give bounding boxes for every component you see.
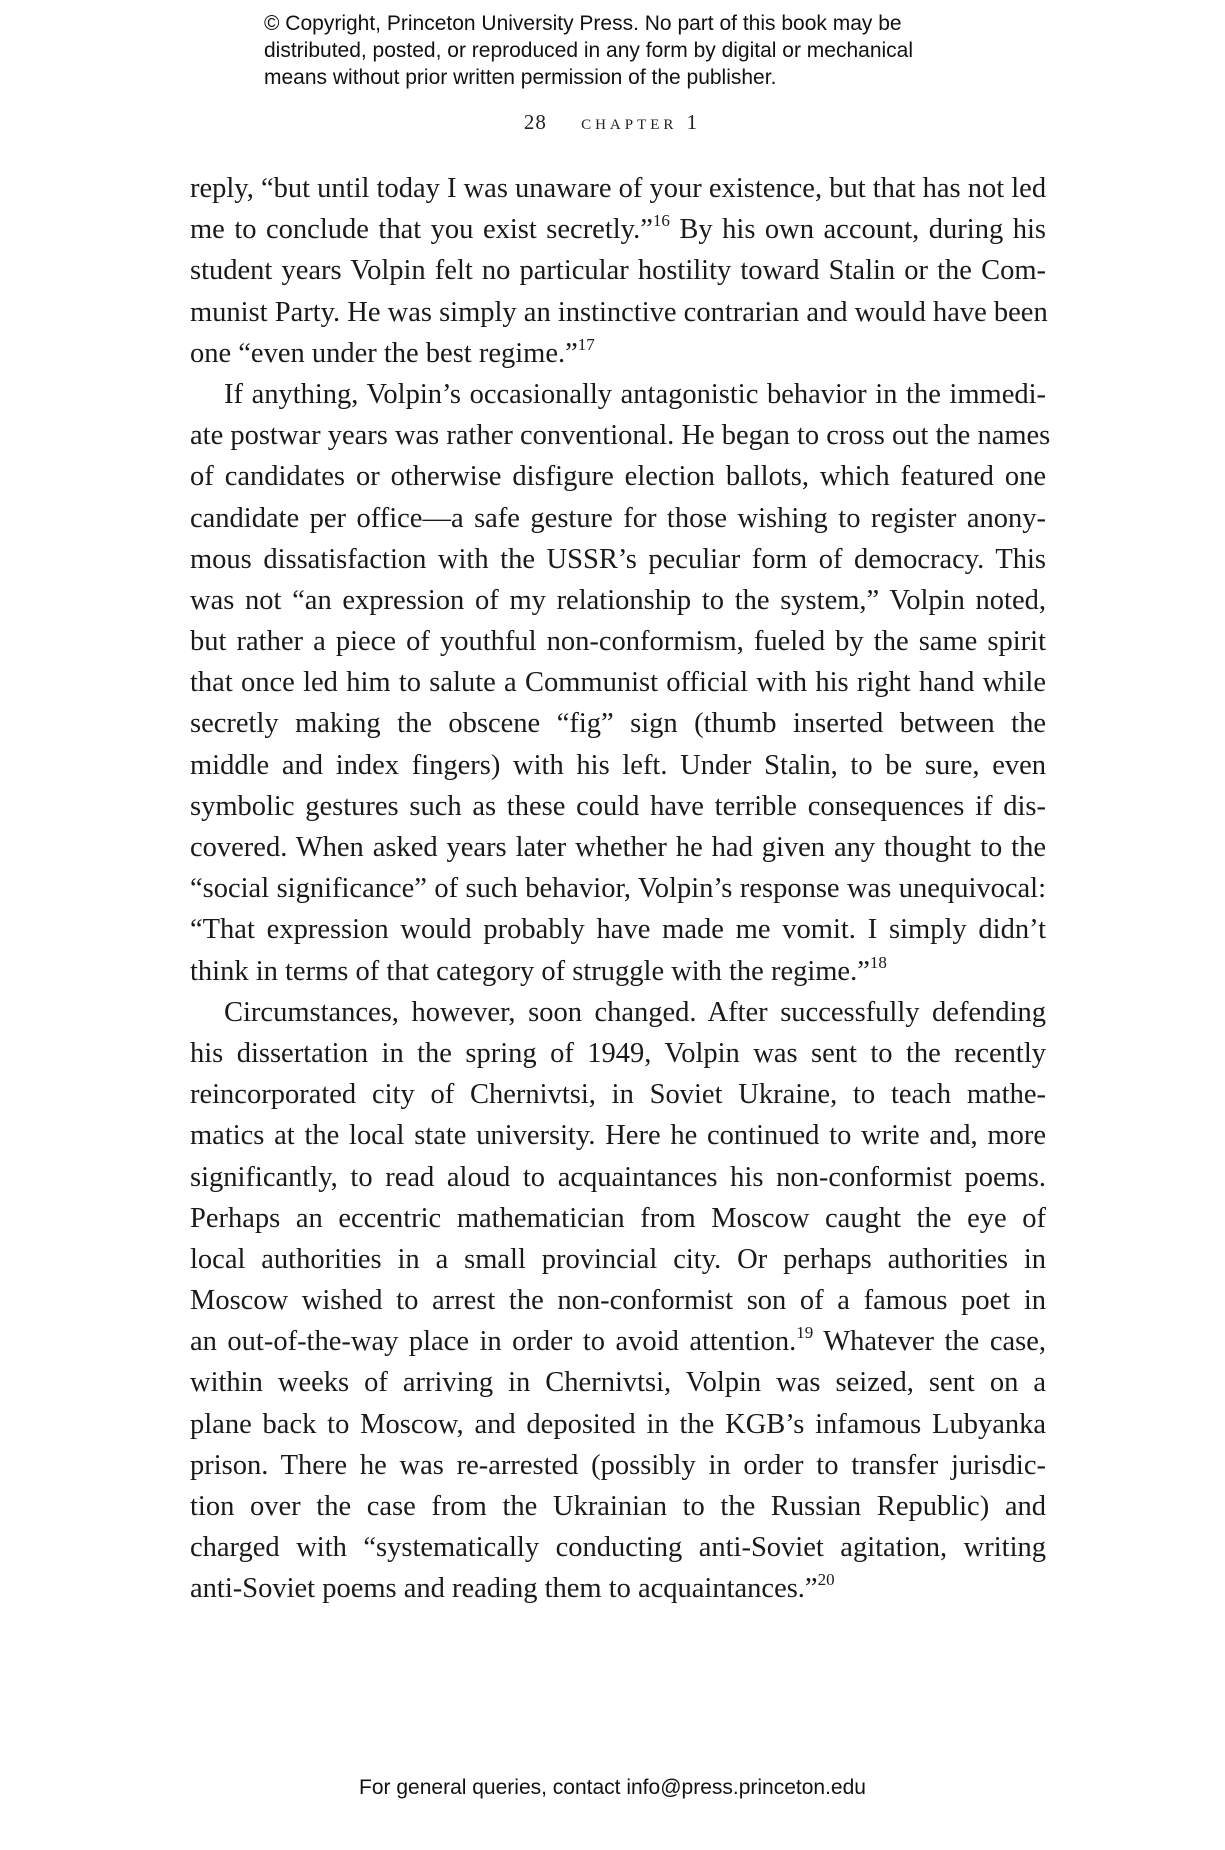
footnote-ref[interactable]: 19 <box>796 1323 814 1343</box>
text-line: was not “an expression of my relationship to the system,” Volpin noted, <box>190 584 1046 616</box>
text-line: reincorporated city of Chernivtsi, in Soviet Ukraine, to teach mathe- <box>190 1079 1046 1111</box>
footnote-ref[interactable]: 18 <box>869 952 887 972</box>
text-line: Perhaps an eccentric mathematician from Moscow caught the eye of <box>190 1202 1046 1234</box>
paragraph <box>190 992 1046 1610</box>
chapter-label: chapter 1 <box>581 110 702 134</box>
text-line: If anything, Volpin’s occasionally antagonistic behavior in the immedi- <box>224 378 1046 410</box>
text-line: tion over the case from the Ukrainian to the Russian Republic) and <box>190 1491 1046 1522</box>
page-number: 28 <box>523 110 547 134</box>
text-line: symbolic gestures such as these could have terrible consequences if dis- <box>190 790 1046 822</box>
footer-contact: For general queries, contact info@press.princeton.edu <box>359 1776 866 1799</box>
text-line: munist Party. He was simply an instinctive contrarian and would have been <box>190 296 1048 328</box>
text-line: his dissertation in the spring of 1949, Volpin was sent to the recently <box>190 1037 1046 1069</box>
body-text <box>190 168 1051 1610</box>
text-line: but rather a piece of youthful non-conformism, fueled by the same spirit <box>190 626 1046 658</box>
footnote-ref[interactable]: 17 <box>577 334 595 354</box>
text-line: within weeks of arriving in Chernivtsi, Volpin was seized, sent on a <box>190 1367 1046 1399</box>
text-line: ate postwar years was rather conventional. He began to cross out the names <box>190 420 1051 452</box>
text-line: student years Volpin felt no particular hostility toward Stalin or the Com- <box>190 255 1046 287</box>
paragraph <box>190 168 1046 374</box>
footnote-ref[interactable]: 20 <box>817 1570 835 1590</box>
text-line: “social significance” of such behavior, Volpin’s response was unequivocal: <box>190 873 1046 905</box>
text-line: me to conclude that you exist secretly.”$^{16}$ By his own account, during his <box>190 211 1046 246</box>
text-line: charged with “systematically conducting anti-Soviet agitation, writing <box>190 1532 1046 1564</box>
text-line: anti-Soviet poems and reading them to acquaintances.”$^{20}$ <box>190 1570 835 1605</box>
copyright-line: means without prior written permission of the publisher. <box>264 66 777 89</box>
copyright-line: distributed, posted, or reproduced in any form by digital or mechanical <box>264 39 914 62</box>
text-line: Moscow wished to arrest the non-conformist son of a famous poet in <box>190 1285 1046 1317</box>
copyright-line: © Copyright, Princeton University Press. No part of this book may be <box>264 12 902 35</box>
text-line: that once led him to salute a Communist official with his right hand while <box>190 667 1046 699</box>
text-line: prison. There he was re-arrested (possibly in order to transfer jurisdic- <box>190 1449 1046 1481</box>
footnote-ref[interactable]: 16 <box>652 211 670 231</box>
paragraph <box>190 374 1051 992</box>
text-line: reply, “but until today I was unaware of your existence, but that has not led <box>190 173 1047 204</box>
text-line: matics at the local state university. Here he continued to write and, more <box>190 1120 1046 1152</box>
text-line: middle and index fingers) with his left. Under Stalin, to be sure, even <box>190 749 1046 781</box>
text-line: an out-of-the-way place in order to avoid attention.$^{19}$ Whatever the case, <box>190 1323 1046 1358</box>
text-line: of candidates or otherwise disfigure election ballots, which featured one <box>190 461 1046 493</box>
text-line: significantly, to read aloud to acquaintances his non-conformist poems. <box>190 1161 1046 1193</box>
running-head <box>0 110 1225 135</box>
text-line: local authorities in a small provincial city. Or perhaps authorities in <box>190 1243 1046 1275</box>
text-line: covered. When asked years later whether he had given any thought to the <box>190 832 1046 863</box>
text-line: “That expression would probably have made me vomit. I simply didn’t <box>190 914 1046 946</box>
text-line: think in terms of that category of struggle with the regime.”$^{18}$ <box>190 952 887 987</box>
text-line: secretly making the obscene “fig” sign (thumb inserted between the <box>190 708 1046 740</box>
text-line: one “even under the best regime.”$^{17}$ <box>190 334 595 369</box>
text-line: mous dissatisfaction with the USSR’s peculiar form of democracy. This <box>190 543 1046 575</box>
copyright-notice <box>264 10 984 91</box>
text-line: plane back to Moscow, and deposited in the KGB’s infamous Lubyanka <box>190 1408 1046 1440</box>
text-line: candidate per office—a safe gesture for those wishing to register anony- <box>190 502 1046 534</box>
text-line: Circumstances, however, soon changed. After successfully defending <box>224 996 1046 1028</box>
